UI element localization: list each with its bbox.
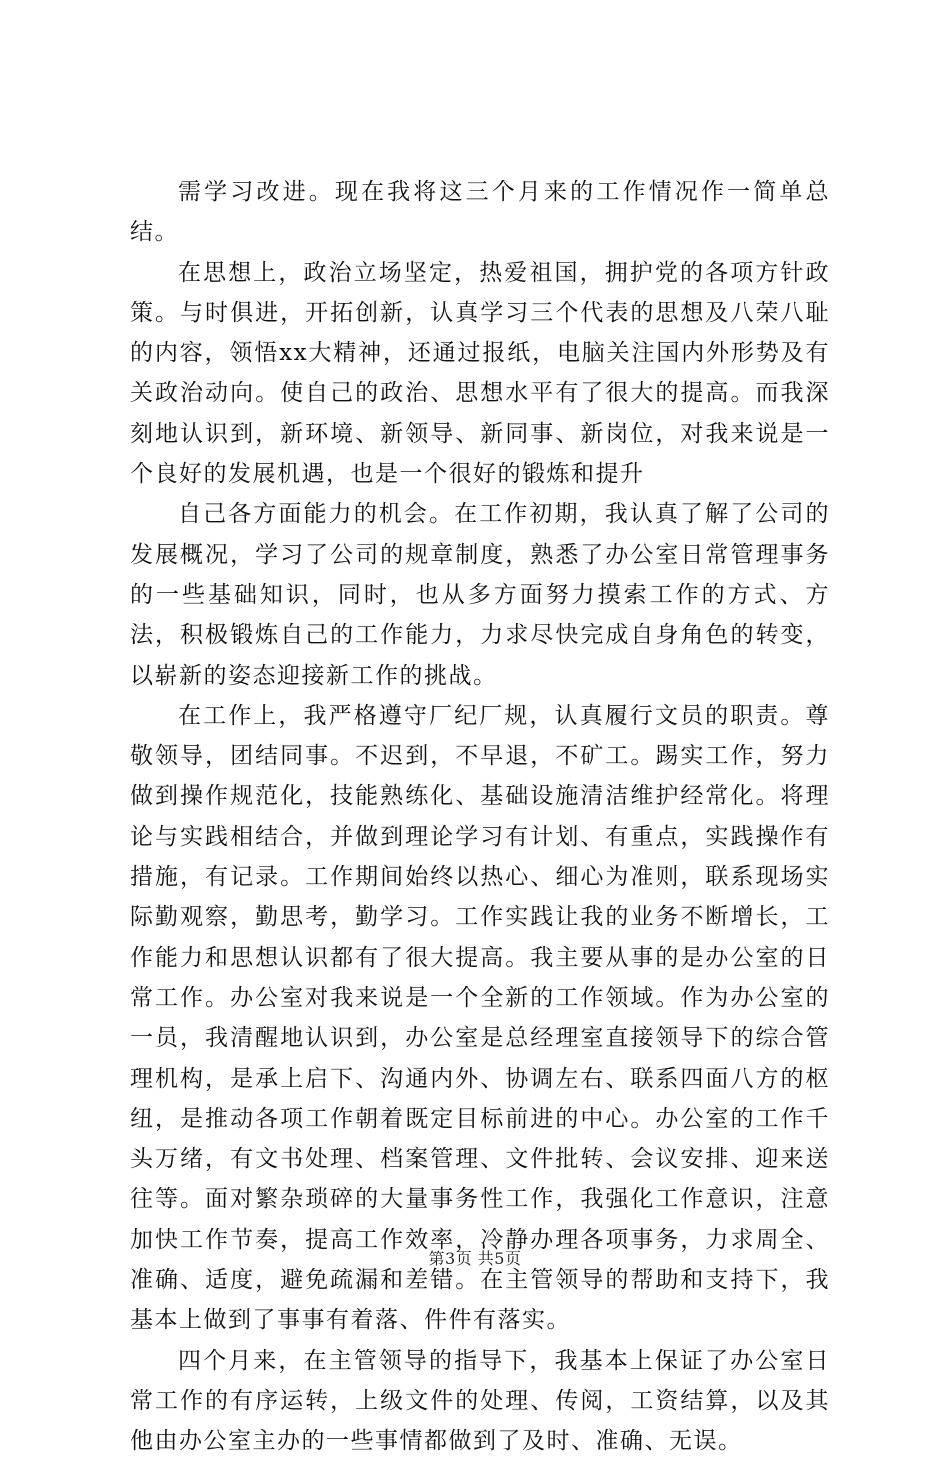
paragraph-1: 需学习改进。现在我将这三个月来的工作情况作一简单总结。 [130, 179, 830, 246]
paragraph-2: 在思想上，政治立场坚定，热爱祖国，拥护党的各项方针政策。与时俱进，开拓创新，认真学习三个代表的思想及八荣八耻的内容，领悟xx大精神，还通过报纸，电脑关注国内外形势及有关政治动向。使自己的政治、思想水平有了很大的提高。而我深刻地认识到，新环境、新领导、新同事、新岗位，对我来说是一个良好的发展机遇，也是一个很好的锻炼和提升 [130, 259, 830, 488]
paragraph-4: 在工作上，我严格遵守厂纪厂规，认真履行文员的职责。尊敬领导，团结同事。不迟到，不早退，不矿工。踢实工作，努力做到操作规范化，技能熟练化、基础设施清洁维护经常化。将理论与实践相结合，并做到理论学习有计划、有重点，实践操作有措施，有记录。工作期间始终以热心、细心为准则，联系现场实际勤观察，勤思考，勤学习。工作实践让我的业务不断增长，工作能力和思想认识都有了很大提高。我主要从事的是办公室的日常工作。办公室对我来说是一个全新的工作领域。作为办公室的一员，我清醒地认识到，办公室是总经理室直接领导下的综合管理机构，是承上启下、沟通内外、协调左右、联系四面八方的枢纽，是推动各项工作朝着既定目标前进的中心。办公室的工作千头万绪，有文书处理、档案管理、文件批转、会议安排、迎来送往等。面对繁杂琐碎的大量事务性工作，我强化工作意识，注意加快工作节奏，提高工作效率，冷静办理各项事务，力求周全、准确、适度，避免疏漏和差错。在主管领导的帮助和支持下，我基本上做到了事事有着落、件件有落实。 [130, 702, 830, 1334]
paragraph-5: 四个月来，在主管领导的指导下，我基本上保证了办公室日常工作的有序运转，上级文件的处理、传阅，工资结算，以及其他由办公室主办的一些事情都做到了及时、准确、无误。 [130, 1347, 830, 1455]
page-footer: 第3页 共5页 [428, 1249, 522, 1268]
paragraph-3: 自己各方面能力的机会。在工作初期，我认真了解了公司的发展概况，学习了公司的规章制度，熟悉了办公室日常管理事务的一些基础知识，同时，也从多方面努力摸索工作的方式、方法，积极锻炼自己的工作能力，力求尽快完成自身角色的转变，以崭新的姿态迎接新工作的挑战。 [130, 501, 830, 689]
